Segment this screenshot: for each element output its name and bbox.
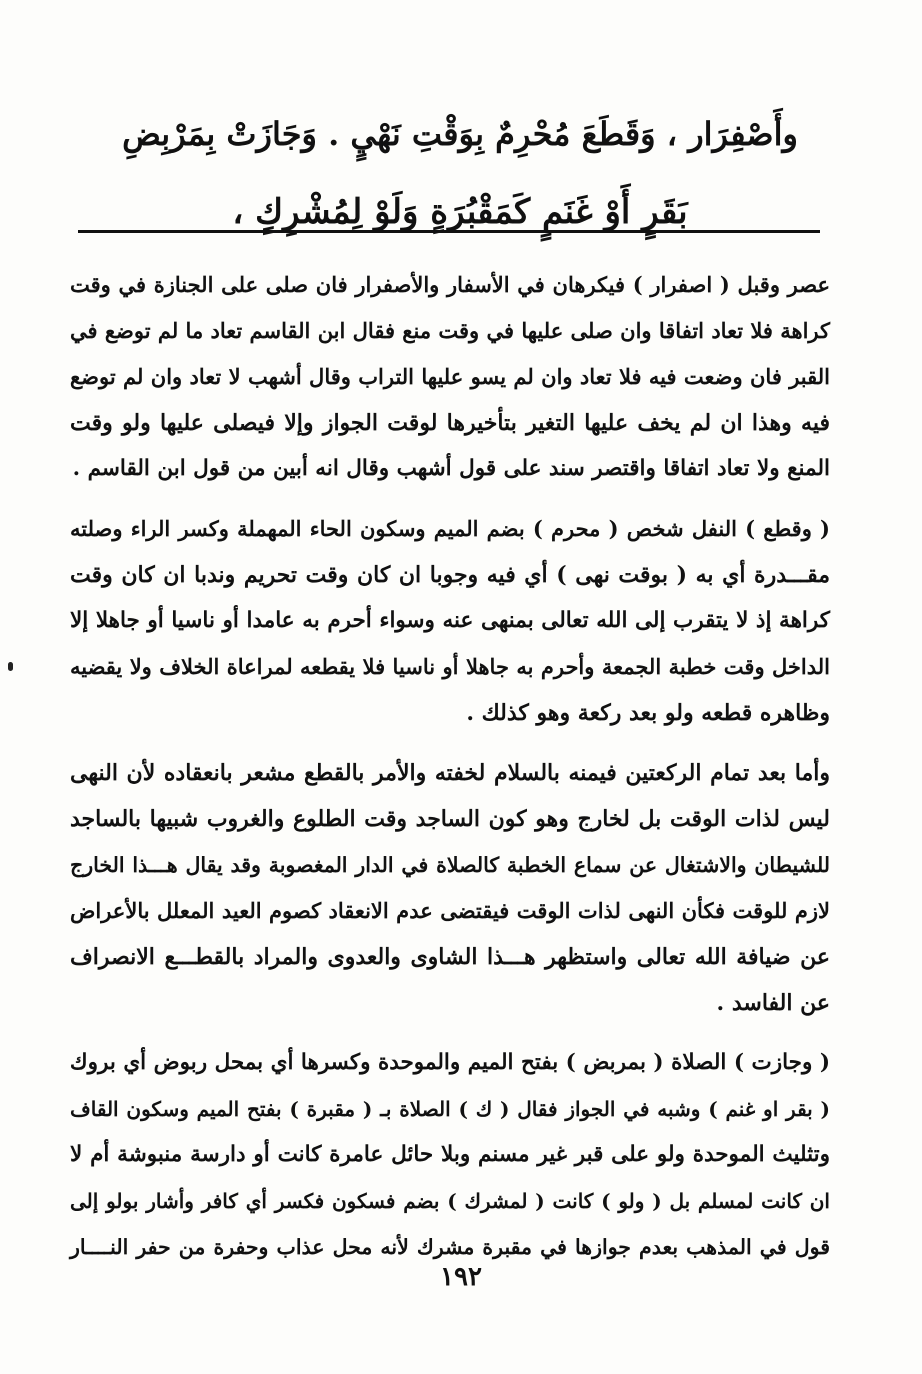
commentary-line: ( بقر او غنم ) وشبه في الجواز فقال ( ك ) الصلاة بـ ( مقبرة ) بفتح الميم وسكون القاف — [70, 1097, 830, 1121]
commentary-line: ان كانت لمسلم بل ( ولو ) كانت ( لمشرك ) بضم فسكون فكسر أي كافر وأشار بولو إلى — [70, 1189, 830, 1213]
commentary-paragraph — [70, 1040, 830, 1270]
commentary-line: وظاهره قطعه ولو بعد ركعة وهو كذلك . — [466, 700, 830, 726]
commentary-line: للشيطان والاشتغال عن سماع الخطبة كالصلاة في الدار المغصوبة وقد يقال هـــذا الخارج — [70, 853, 830, 877]
commentary-line: مقـــدرة أي به ( بوقت نهى ) أي فيه وجوبا ان كان وقت تحريم وندبا ان كان وقت — [70, 562, 830, 588]
commentary-paragraph — [70, 506, 830, 736]
commentary-line: وتثليث الموحدة ولو على قبر غير مسنم وبلا حائل عامرة كانت أو دارسة منبوشة أم لا — [70, 1142, 830, 1167]
commentary-line: كراهة إذ لا يتقرب إلى الله تعالى بمنهى عنه وسواء أحرم به عامدا أو ناسيا أو جاهلا إلا — [70, 608, 830, 633]
commentary-paragraph — [70, 750, 830, 1026]
commentary-line: فيه وهذا ان لم يخف عليها التغير بتأخيرها لوقت الجواز وإلا فيصلى عليها ولو وقت — [70, 410, 830, 436]
page-number: ١٩٢ — [440, 1262, 482, 1292]
commentary-line: وأما بعد تمام الركعتين فيمنه بالسلام لخفته والأمر بالقطع مشعر بانعقاده لأن النهى — [70, 760, 830, 786]
commentary-paragraph — [70, 262, 830, 492]
commentary-line: عن ضيافة الله تعالى واستظهر هـــذا الشاوى والعدوى والمراد بالقطـــع الانصراف — [70, 944, 830, 970]
commentary-line: الداخل وقت خطبة الجمعة وأحرم به جاهلا أو ناسيا فلا يقطعه لمراعاة الخلاف ولا يقضيه — [70, 654, 830, 679]
commentary-line: عصر وقبل ( اصفرار ) فيكرهان في الأسفار والأصفرار فان صلى على الجنازة في وقت — [70, 272, 830, 297]
section-divider — [78, 230, 820, 233]
commentary-line: كراهة فلا تعاد اتفاقا وان صلى عليها في وقت منع فقال ابن القاسم تعاد ما لم توضع في — [70, 318, 830, 343]
commentary-line: المنع ولا تعاد اتفاقا واقتصر سند على قول أشهب وقال انه أبين من قول ابن القاسم . — [72, 456, 830, 481]
commentary-line: عن الفاسد . — [716, 990, 830, 1016]
commentary-line: القبر فان وضعت فيه فلا تعاد وان لم يسو عليها التراب وقال أشهب لا تعاد وان لم توضع — [70, 364, 830, 389]
commentary-line: ( وجازت ) الصلاة ( بمربض ) بفتح الميم والموحدة وكسرها أي بمحل ربوض أي بروك — [69, 1050, 830, 1075]
commentary-block — [70, 262, 830, 1284]
commentary-line: قول في المذهب بعدم جوازها في مقبرة مشرك لأنه محل عذاب وحفرة من حفر النــــار — [70, 1235, 830, 1259]
commentary-line: لازم للوقت فكأن النهى لذات الوقت فيقتضى عدم الانعقاد كصوم العيد المعلل بالأعراض — [70, 898, 830, 923]
main-text-line: وأَصْفِرَار ، وَقَطَعَ مُحْرِمٌ بِوَقْتِ نَهْيٍ . وَجَازَتْ بِمَرْبِضِ — [122, 115, 798, 153]
commentary-line: ليس لذات الوقت بل لخارج وهو كون الساجد وقت الطلوع والغروب شبيها بالساجد — [70, 806, 830, 832]
scan-speck — [8, 662, 13, 671]
commentary-line: ( وقطع ) النفل شخص ( محرم ) بضم الميم وسكون الحاء المهملة وكسر الراء وصلته — [70, 516, 830, 541]
main-text-block — [120, 95, 800, 251]
main-text-line: بَقَرٍ أَوْ غَنَمٍ كَمَقْبُرَةٍ وَلَوْ لِمُشْرِكٍ ، — [232, 192, 688, 232]
